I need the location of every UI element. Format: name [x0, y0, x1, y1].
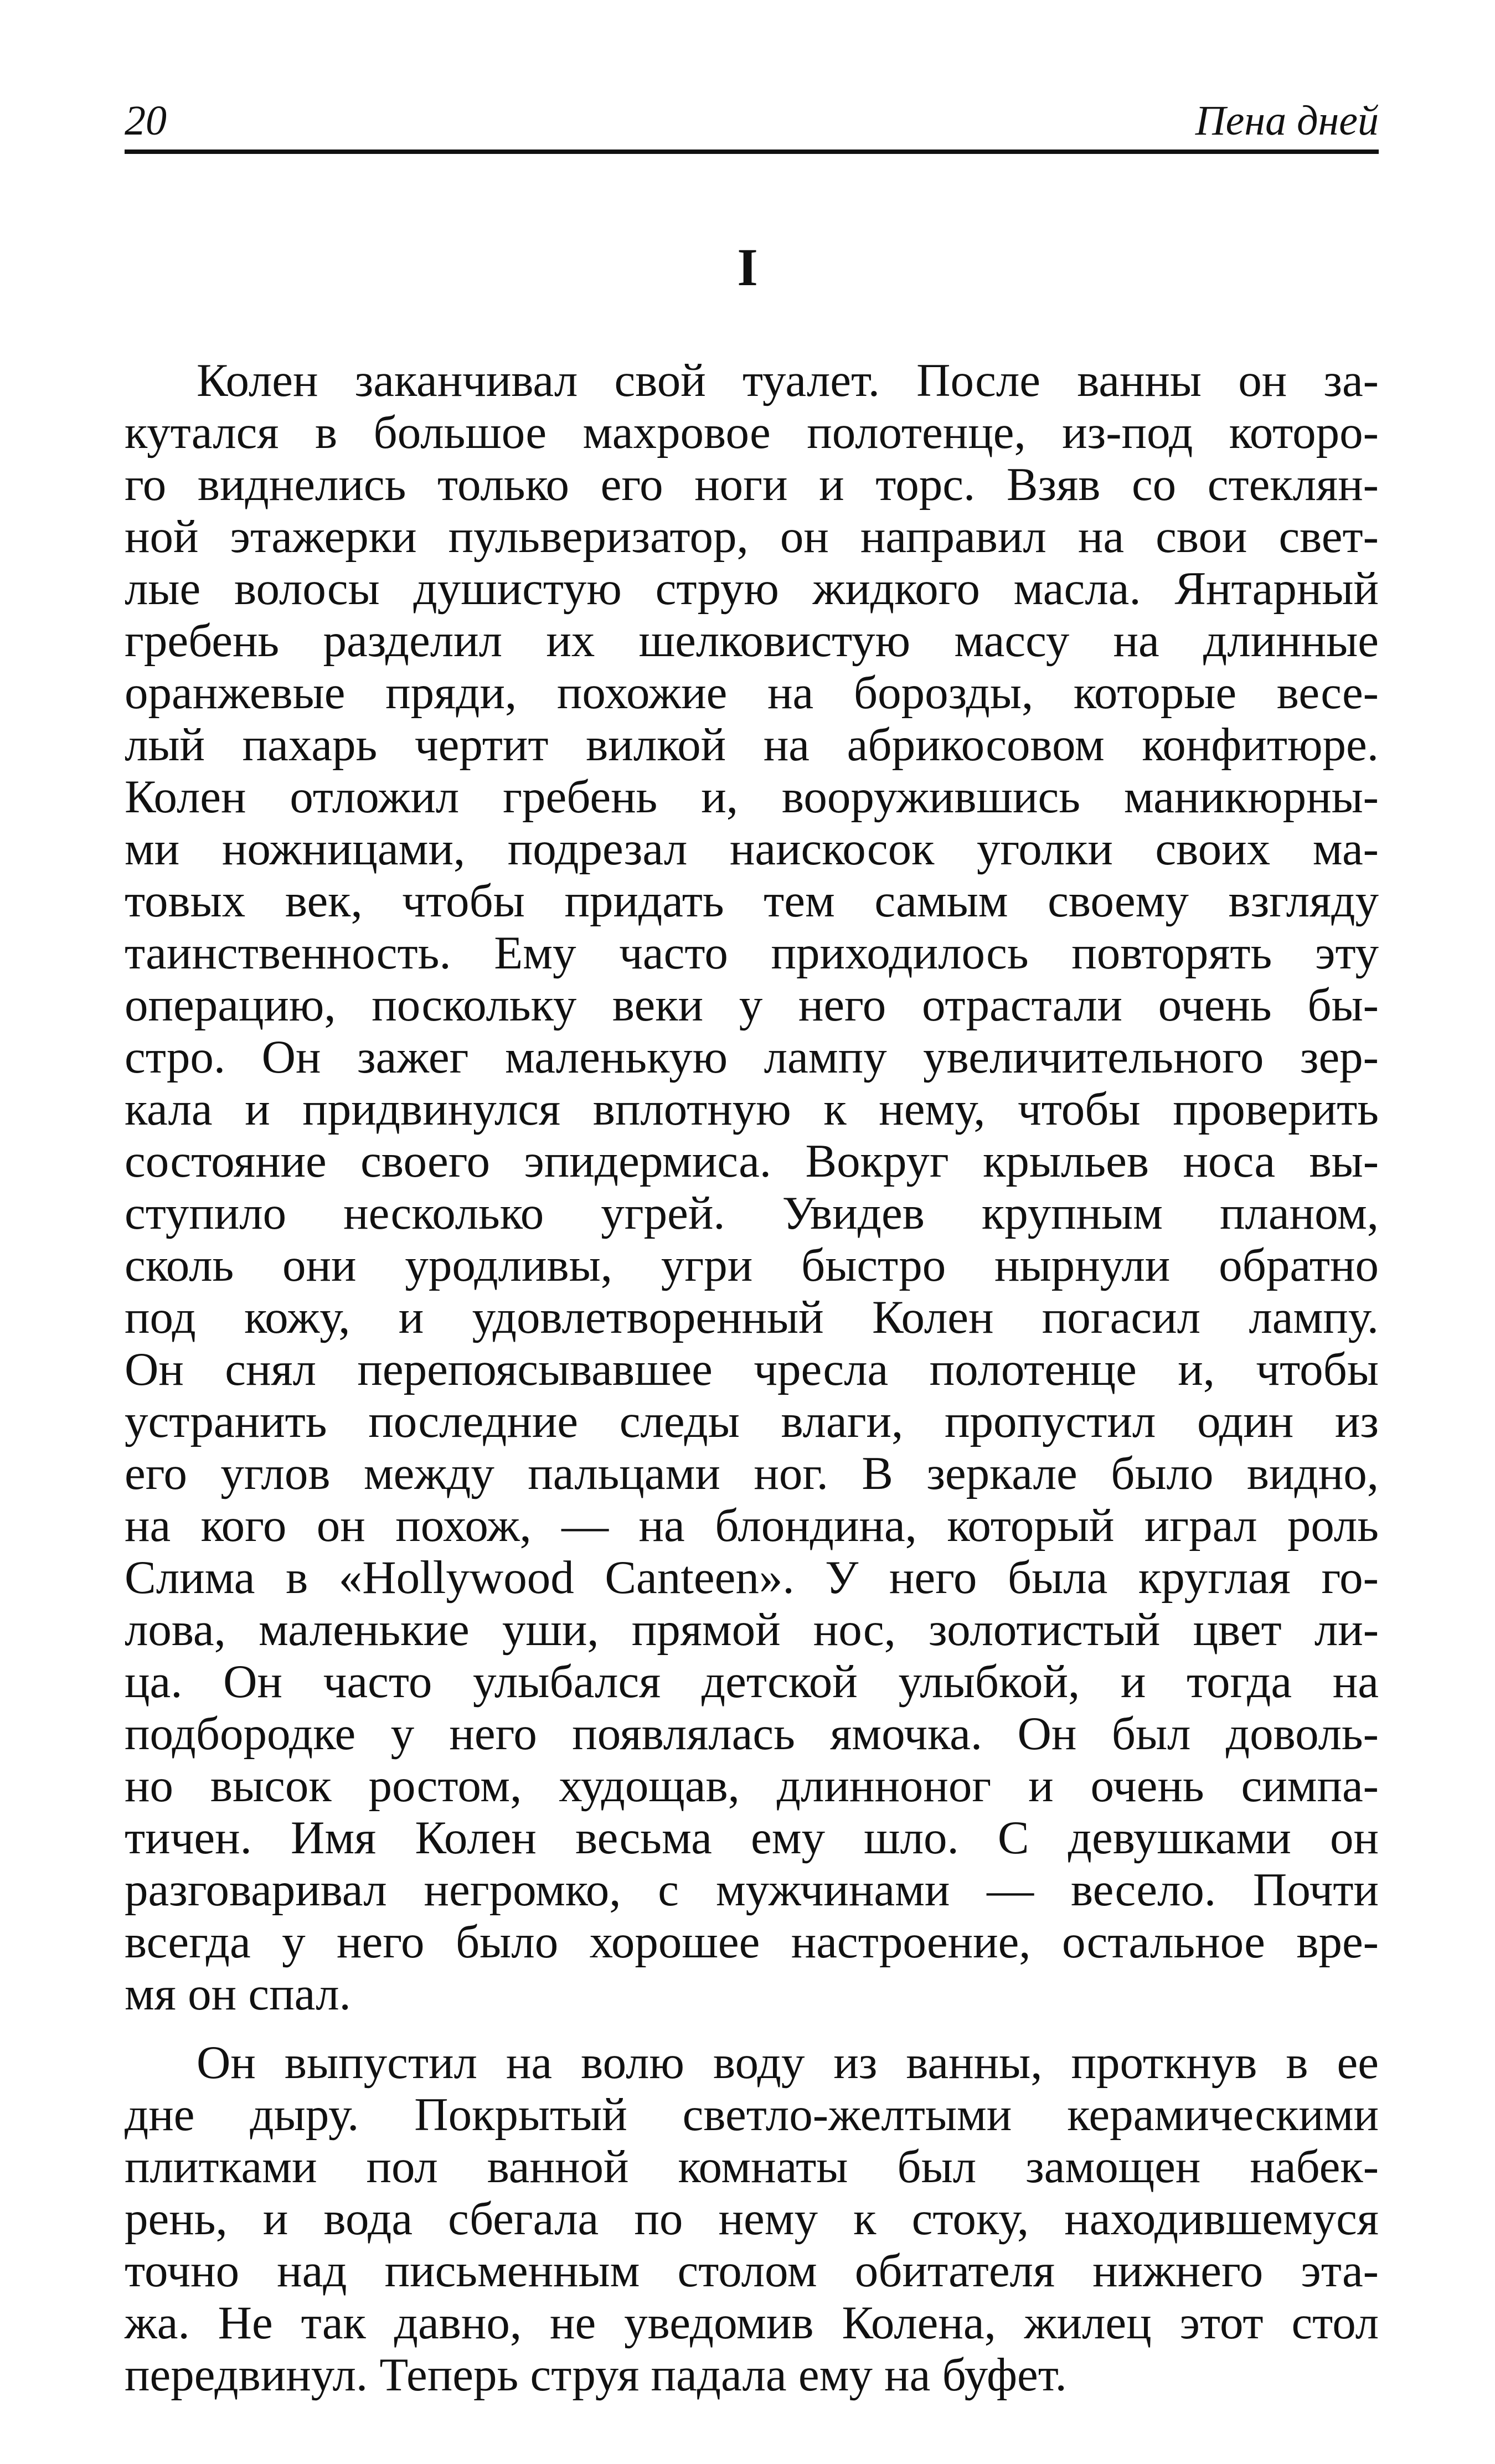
text-line: товых век, чтобы придать тем самым своему взгляду: [125, 875, 1379, 927]
text-line: всегда у него было хорошее настроение, остальное вре-: [125, 1916, 1379, 1968]
text-line: лые волосы душистую струю жидкого масла. Янтарный: [125, 563, 1379, 615]
text-line: операцию, поскольку веки у него отрастали очень бы-: [125, 979, 1379, 1031]
text-line: таинственность. Ему часто приходилось повторять эту: [125, 927, 1379, 979]
text-line: ной этажерки пульверизатор, он направил на свои свет-: [125, 511, 1379, 563]
text-line: плитками пол ванной комнаты был замощен набек-: [125, 2141, 1379, 2193]
text-line: подбородке у него появлялась ямочка. Он был доволь-: [125, 1708, 1379, 1760]
text-line: го виднелись только его ноги и торс. Взяв со стеклян-: [125, 458, 1379, 511]
text-line: Колен отложил гребень и, вооружившись маникюрны-: [125, 771, 1379, 823]
text-line: лый пахарь чертит вилкой на абрикосовом конфитюре.: [125, 719, 1379, 771]
text-line: под кожу, и удовлетворенный Колен погасил лампу.: [125, 1291, 1379, 1343]
text-line: Слима в «Hollywood Canteen». У него была круглая го-: [125, 1551, 1379, 1604]
text-line: разговаривал негромко, с мужчинами — весело. Почти: [125, 1864, 1379, 1916]
text-line: Он выпустил на волю воду из ванны, проткнув в ее: [197, 2037, 1379, 2089]
text-line: ца. Он часто улыбался детской улыбкой, и тогда на: [125, 1656, 1379, 1708]
text-line: лова, маленькие уши, прямой нос, золотистый цвет ли-: [125, 1604, 1379, 1656]
text-line: на кого он похож, — на блондина, который играл роль: [125, 1499, 1379, 1551]
text-line: Колен заканчивал свой туалет. После ванны он за-: [197, 354, 1379, 406]
text-line: тичен. Имя Колен весьма ему шло. С девушками он: [125, 1812, 1379, 1864]
text-line: кала и придвинулся вплотную к нему, чтобы проверить: [125, 1083, 1379, 1135]
text-line: кутался в большое махровое полотенце, из-под которо-: [125, 406, 1379, 458]
running-header: [125, 89, 1379, 154]
paragraph: [125, 354, 1379, 2020]
text-line: сколь они уродливы, угри быстро нырнули обратно: [125, 1239, 1379, 1291]
text-line: мя он спал.: [125, 1968, 351, 2020]
text-line: ми ножницами, подрезал наискосок уголки своих ма-: [125, 823, 1379, 875]
body-text: [125, 354, 1379, 2401]
text-line: но высок ростом, худощав, длинноног и очень симпа-: [125, 1760, 1379, 1812]
paragraph-spacer: [125, 2020, 1379, 2037]
text-line: устранить последние следы влаги, пропустил один из: [125, 1395, 1379, 1447]
text-line: оранжевые пряди, похожие на борозды, которые весе-: [125, 667, 1379, 719]
text-line: стро. Он зажег маленькую лампу увеличительного зер-: [125, 1031, 1379, 1083]
text-line: Он снял перепоясывавшее чресла полотенце и, чтобы: [125, 1343, 1379, 1395]
text-line: рень, и вода сбегала по нему к стоку, находившемуся: [125, 2193, 1379, 2245]
text-line: дне дыру. Покрытый светло-желтыми керамическими: [125, 2089, 1379, 2141]
paragraph: [125, 2037, 1379, 2401]
text-line: гребень разделил их шелковистую массу на длинные: [125, 615, 1379, 667]
text-line: жа. Не так давно, не уведомив Колена, жилец этот стол: [125, 2297, 1379, 2349]
text-line: его углов между пальцами ног. В зеркале было видно,: [125, 1447, 1379, 1499]
text-line: точно над письменным столом обитателя нижнего эта-: [125, 2245, 1379, 2297]
page-number: 20: [125, 97, 167, 144]
text-line: ступило несколько угрей. Увидев крупным планом,: [125, 1187, 1379, 1239]
running-title: Пена дней: [1195, 97, 1379, 144]
text-line: состояние своего эпидермиса. Вокруг крыльев носа вы-: [125, 1135, 1379, 1187]
text-line: передвинул. Теперь струя падала ему на буфет.: [125, 2349, 1067, 2401]
chapter-heading: I: [737, 238, 758, 297]
